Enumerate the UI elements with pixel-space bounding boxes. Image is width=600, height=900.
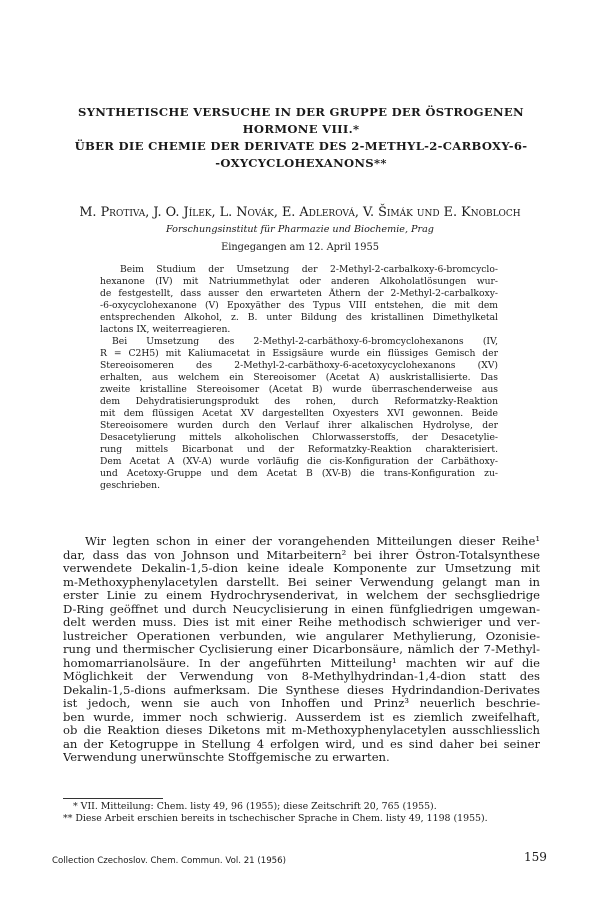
body-line: dar, dass das von Johnson und Mitarbeitern² bei ihrer Östron-Totalsynthese (63, 548, 540, 562)
footnote: ** Diese Arbeit erschien bereits in tschechischer Sprache in Chem. listy 49, 1198 (1955). (63, 813, 488, 824)
title-line: ÜBER DIE CHEMIE DER DERIVATE DES 2-METHYL-2-CARBOXY-6- (74, 139, 528, 153)
body-line: Dekalin-1,5-dions aufmerksam. Die Synthese dieses Hydrindandion-Derivates (63, 683, 540, 697)
author-list: M. Protiva, J. O. Jílek, L. Novák, E. Adlerová, V. Šimák und E. Knobloch (79, 205, 521, 220)
footnote-rule (63, 798, 163, 799)
abstract-line: zweite kristalline Stereoisomer (Acetat B) wurde überraschenderweise aus (100, 384, 498, 395)
abstract-line: mit dem flüssigen Acetat XV dargestellten Oxyesters XVI gewonnen. Beide (100, 408, 498, 419)
abstract-line: rung mittels Bicarbonat und der Reformatzky-Reaktion charakterisiert. (100, 444, 498, 455)
footnote: * VII. Mitteilung: Chem. listy 49, 96 (1955); diese Zeitschrift 20, 765 (1955). (73, 801, 437, 812)
abstract (100, 264, 498, 492)
received-date: Eingegangen am 12. April 1955 (221, 242, 379, 253)
title-line: SYNTHETISCHE VERSUCHE IN DER GRUPPE DER ÖSTROGENEN (78, 105, 524, 119)
journal-citation: Collection Czechoslov. Chem. Commun. Vol. 21 (1956) (52, 856, 286, 866)
abstract-line: Stereoisomeren des 2-Methyl-2-carbäthoxy-6-acetoxycyclohexanons (XV) (100, 360, 498, 371)
abstract-line: geschrieben. (100, 480, 161, 491)
page-number: 159 (524, 850, 547, 864)
body-line: ist jedoch, wenn sie auch von Inhoffen und Prinz³ neuerlich beschrie- (63, 697, 540, 710)
abstract-line: Dem Acetat A (XV-A) wurde vorläufig die cis-Konfiguration der Carbäthoxy- (100, 456, 498, 467)
abstract-line: Stereoisomere wurden durch den Verlauf ihrer alkalischen Hydrolyse, der (100, 420, 498, 431)
abstract-line: hexanone (IV) mit Natriummethylat oder anderen Alkoholatlösungen wur- (100, 276, 498, 287)
body-line: homomarrianolsäure. In der angeführten Mitteilung¹ machten wir auf die (63, 656, 540, 670)
abstract-line: Bei Umsetzung des 2-Methyl-2-carbäthoxy-6-bromcyclohexanons (IV, (112, 336, 498, 347)
body-line: Verwendung unerwünschte Stoffgemische zu erwarten. (63, 751, 390, 764)
body-line: Wir legten schon in einer der vorangehenden Mitteilungen dieser Reihe¹ (85, 535, 540, 548)
abstract-line: entsprechenden Alkohol, z. B. unter Bildung des kristallinen Dimethylketal (100, 312, 498, 323)
abstract-line: R = C2H5) mit Kaliumacetat in Essigsäure wurde ein flüssiges Gemisch der (100, 348, 498, 359)
affiliation: Forschungsinstitut für Pharmazie und Biochemie, Prag (166, 224, 434, 235)
article-title (36, 104, 566, 172)
body-line: an der Ketogruppe in Stellung 4 erfolgen wird, und es sind daher bei seiner (63, 737, 540, 751)
body-line: m-Methoxyphenylacetylen darstellt. Bei seiner Verwendung gelangt man in (63, 575, 540, 589)
abstract-line: Desacetylierung mittels alkoholischen Chlorwasserstoffs, der Desacetylie- (100, 432, 498, 443)
title-line: HORMONE VIII.* (242, 122, 360, 136)
abstract-line: dem Dehydratisierungsprodukt des rohen, durch Reformatzky-Reaktion (100, 396, 498, 407)
abstract-line: erhalten, aus welchem ein Stereoisomer (Acetat A) auskristallisierte. Das (100, 372, 498, 383)
body-line: ob die Reaktion dieses Diketons mit m-Methoxyphenylacetylen ausschliesslich (63, 724, 540, 737)
abstract-line: Beim Studium der Umsetzung der 2-Methyl-2-carbalkoxy-6-bromcyclo- (120, 264, 498, 275)
abstract-line: de festgestellt, dass ausser den erwarteten Äthern der 2-Methyl-2-carbalkoxy- (100, 288, 498, 299)
body-line: delt werden muss. Dies ist mit einer Reihe methodisch schwieriger und ver- (63, 616, 540, 629)
body-line: D-Ring geöffnet und durch Neucyclisierung in einen fünfgliedrigen umgewan- (63, 602, 540, 616)
body-line: Möglichkeit der Verwendung von 8-Methylhydrindan-1,4-dion statt des (63, 670, 540, 683)
body-line: rung und thermischer Cyclisierung einer Dicarbonsäure, nämlich der 7-Methyl- (63, 643, 540, 656)
abstract-line: lactons IX, weiterreagieren. (100, 324, 231, 335)
body-line: erster Linie zu einem Hydrochrysenderivat, in welchem der sechsgliedrige (63, 589, 540, 602)
footnotes (63, 801, 543, 825)
abstract-line: -6-oxycyclohexanone (V) Epoxyäther des Typus VIII entstehen, die mit dem (100, 300, 498, 311)
body-line: ben wurde, immer noch schwierig. Ausserdem ist es ziemlich zweifelhaft, (63, 710, 540, 724)
body-line: lustreicher Operationen verbunden, wie angularer Methylierung, Ozonisie- (63, 629, 540, 643)
title-line: -OXYCYCLOHEXANONS** (215, 156, 387, 170)
body-line: verwendete Dekalin-1,5-dion keine ideale Komponente zur Umsetzung mit (63, 562, 540, 575)
body-text (63, 535, 540, 765)
abstract-line: und Acetoxy-Gruppe und dem Acetat B (XV-B) die trans-Konfiguration zu- (100, 468, 498, 479)
